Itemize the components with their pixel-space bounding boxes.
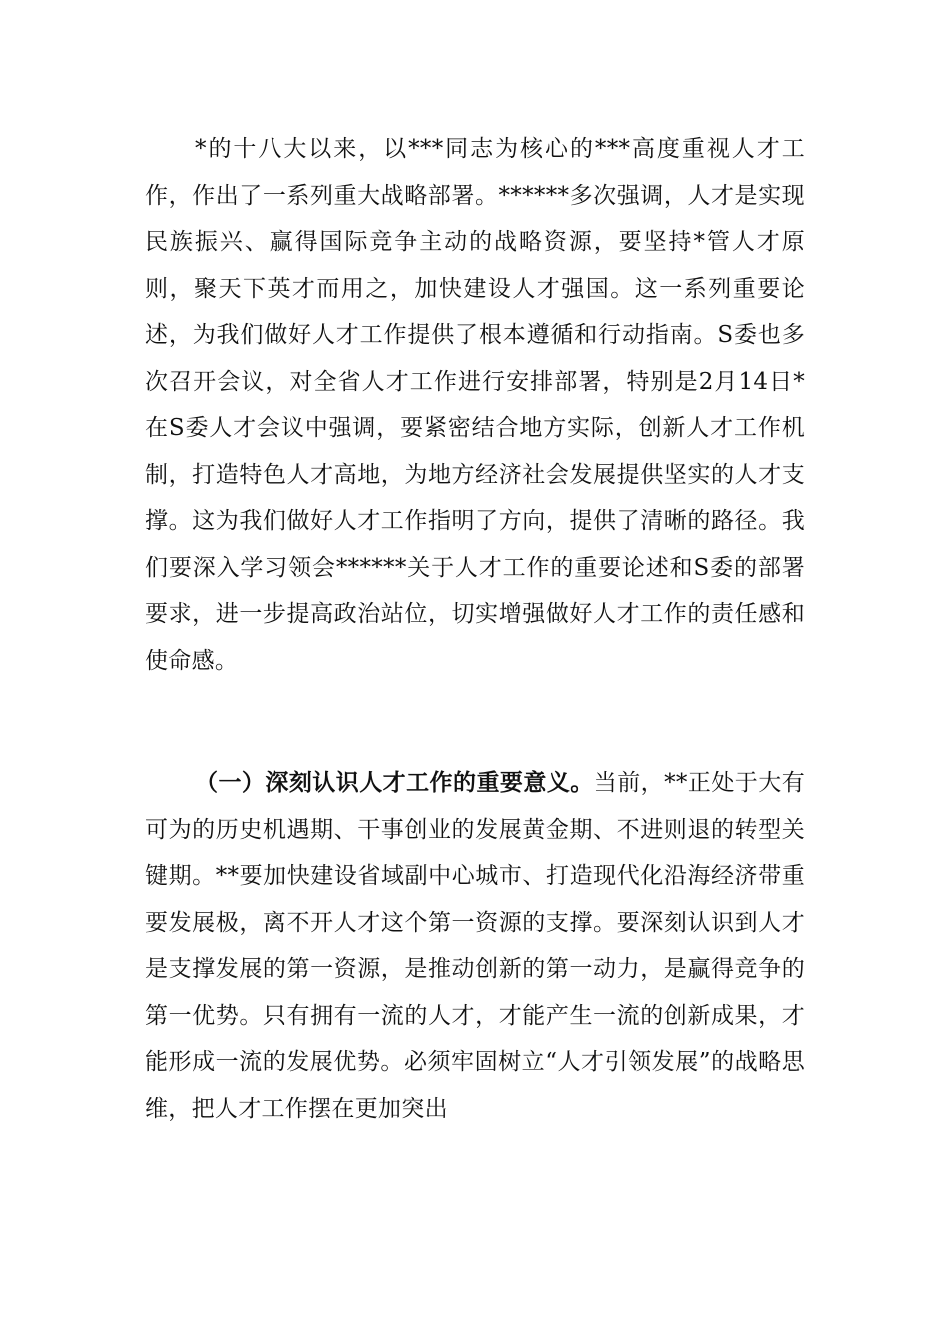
section-heading: （一）深刻认识人才工作的重要意义。 xyxy=(195,769,594,796)
paragraph-section-1 xyxy=(145,760,805,1132)
paragraph-intro: *的十八大以来，以***同志为核心的***高度重视人才工作，作出了一系列重大战略部署。******多次强调，人才是实现民族振兴、赢得国际竞争主动的战略资源，要坚持*管人才原则，聚天下英才而用之，加快建设人才强国。这一系列重要论述，为我们做好人才工作提供了根本遵循和行动指南。S委也多次召开会议，对全省人才工作进行安排部署，特别是2月14日*在S委人才会议中强调，要紧密结合地方实际，创新人才工作机制，打造特色人才高地，为地方经济社会发展提供坚实的人才支撑。这为我们做好人才工作指明了方向，提供了清晰的路径。我们要深入学习领会******关于人才工作的重要论述和S委的部署要求，进一步提高政治站位，切实增强做好人才工作的责任感和使命感。 xyxy=(145,136,805,674)
section-body: 当前，**正处于大有可为的历史机遇期、干事创业的发展黄金期、不进则退的转型关键期。**要加快建设省域副中心城市、打造现代化沿海经济带重要发展极，离不开人才这个第一资源的支撑。要深刻认识到人才是支撑发展的第一资源，是推动创新的第一动力，是赢得竞争的第一优势。只有拥有一流的人才，才能产生一流的创新成果，才能形成一流的发展优势。必须牢固树立“人才引领发展”的战略思维，把人才工作摆在更加突出 xyxy=(145,770,805,1122)
